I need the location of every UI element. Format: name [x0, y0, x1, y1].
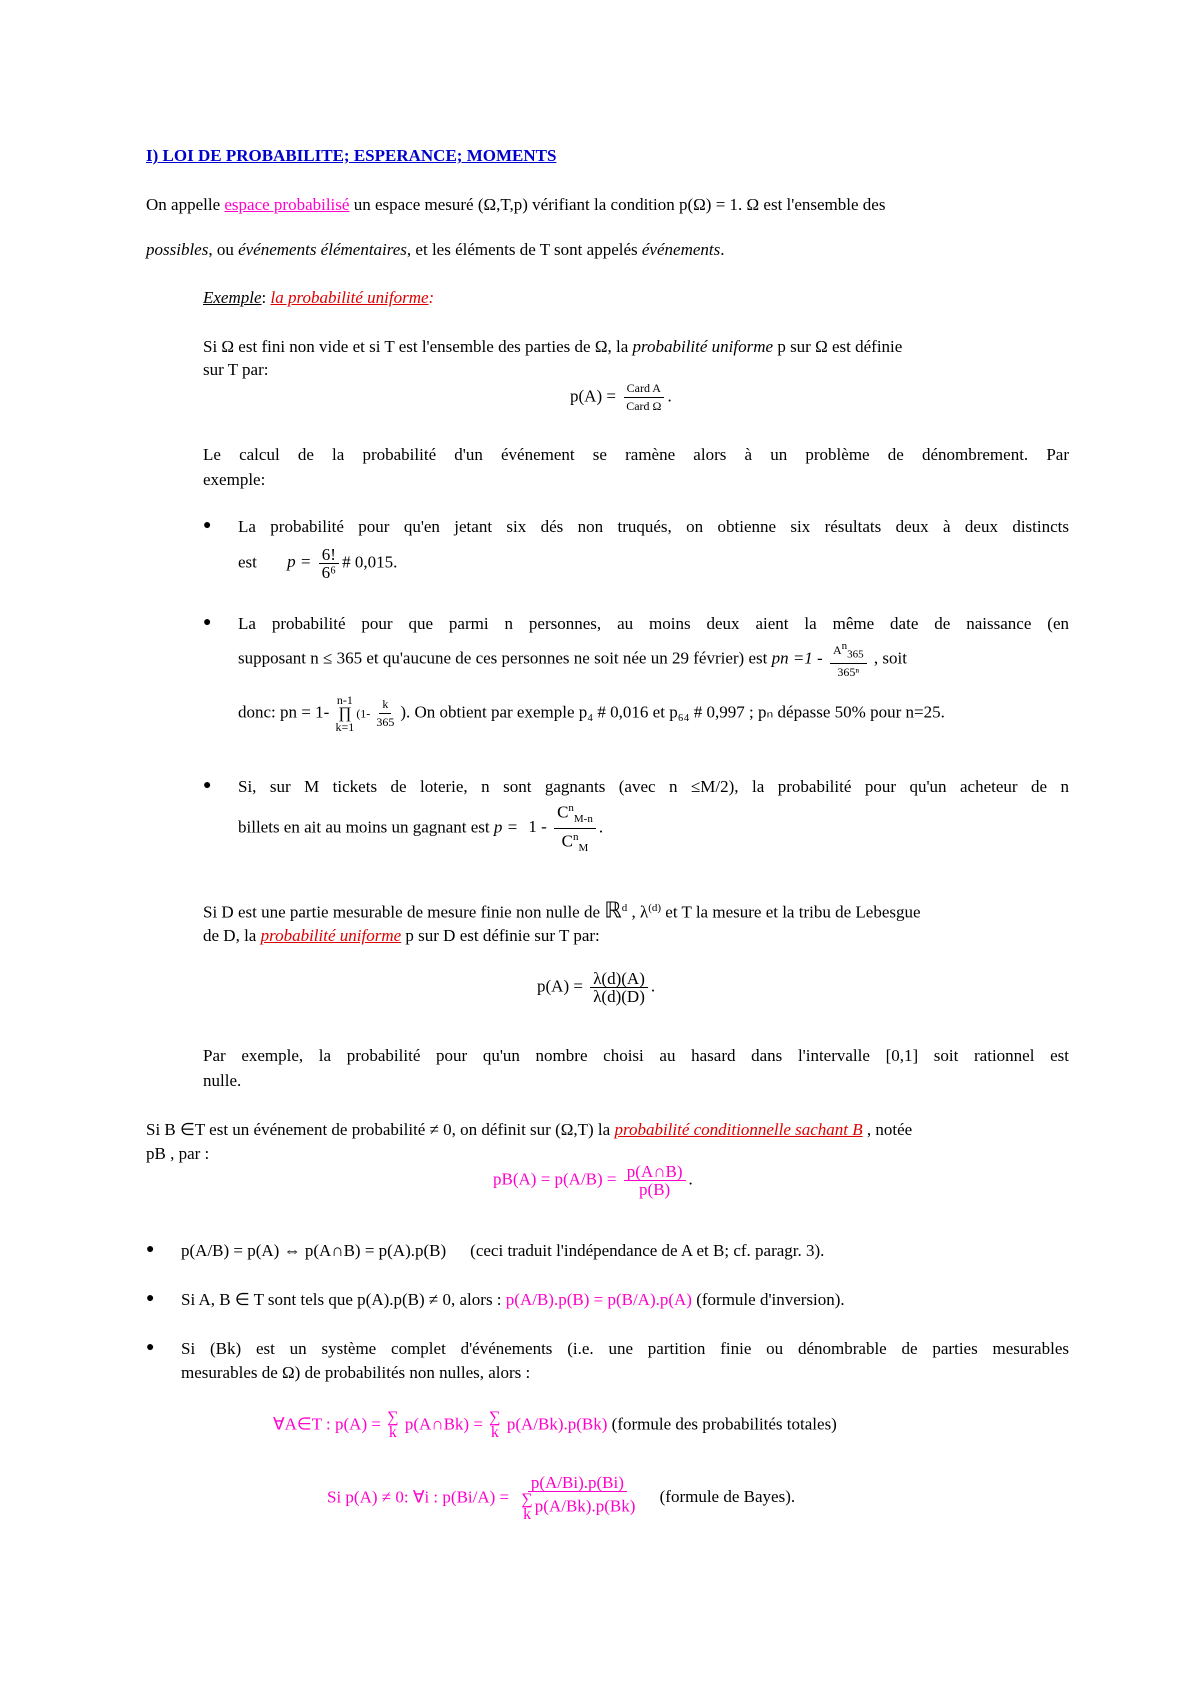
- formula-dot: .: [598, 817, 604, 837]
- arrangement-sub: 365: [847, 648, 864, 661]
- fraction-numerator: p(A∩B): [624, 1163, 686, 1181]
- k-fraction: [373, 696, 397, 731]
- fraction-denominator: 365: [376, 715, 395, 729]
- bullet1-est: est: [238, 552, 257, 572]
- bullet2-donc: donc: pn = 1-: [238, 702, 330, 722]
- lambda-sup: (d): [648, 902, 662, 914]
- fraction-denominator: 365ⁿ: [837, 665, 860, 680]
- bayes-den-text: p(A/Bk).p(Bk): [534, 1496, 636, 1516]
- bullet2-fraction: [830, 638, 867, 681]
- intro-text: , ou: [208, 240, 239, 259]
- bullet2-pn: pn =1 -: [771, 648, 823, 668]
- uniform-line-2: sur T par:: [203, 360, 269, 379]
- sum-symbol: ∑: [521, 1491, 533, 1508]
- formula-lhs: p(A) =: [570, 386, 616, 406]
- intro-line-2: [146, 240, 724, 260]
- product-top: n-1: [336, 693, 353, 707]
- intro-text: .: [720, 240, 725, 259]
- lebesgue-formula: [537, 970, 655, 1005]
- fraction-denominator: [516, 1492, 638, 1523]
- lebesgue-text: p sur D est définie sur T par:: [401, 926, 600, 945]
- product-bottom: k=1: [335, 720, 355, 734]
- lebesgue-text: de D, la: [203, 926, 261, 945]
- combination-c: C: [557, 802, 569, 822]
- bullet1-tail: # 0,015.: [342, 552, 398, 572]
- combination-sub: M-n: [573, 813, 593, 826]
- inversion-text: Si A, B ∈ T sont tels que p(A).p(B) ≠ 0, alors :: [181, 1290, 506, 1309]
- conditional-line-2: pB , par :: [146, 1144, 210, 1163]
- bullet1-p: p =: [287, 552, 312, 572]
- fraction-denominator: p(B): [639, 1180, 671, 1199]
- conditional-text: , notée: [862, 1120, 913, 1139]
- bullet-dot-icon: ●: [146, 1340, 155, 1355]
- independence-formula: p(A/B) = p(A) ⇔ p(A∩B) = p(A).p(B): [181, 1241, 447, 1260]
- intro-text: un espace mesuré (Ω,T,p) vérifiant la condition p(Ω) = 1. Ω est l'ensemble des: [349, 195, 886, 214]
- independence-note: (ceci traduit l'indépendance de A et B; cf. paragr. 3).: [470, 1241, 825, 1260]
- section-heading: I) LOI DE PROBABILITE; ESPERANCE; MOMENTS: [146, 146, 557, 165]
- uniform-fraction: [623, 380, 664, 415]
- fraction-numerator: [554, 800, 596, 829]
- total-note: (formule des probabilités totales): [607, 1414, 837, 1434]
- fraction-denominator: 6⁶: [321, 563, 337, 582]
- intro-text: On appelle: [146, 195, 225, 214]
- formula-dot: .: [688, 1169, 693, 1189]
- bullet3-line-2: [238, 800, 603, 857]
- product-operator: [336, 694, 355, 733]
- bullet3-p: p =: [493, 817, 519, 837]
- combination-sup: n: [572, 831, 579, 844]
- uniform-text: p sur Ω est définie: [773, 337, 903, 356]
- inversion-line: [181, 1290, 845, 1310]
- uniform-text: Si Ω est fini non vide et si T est l'ensemble des parties de Ω, la: [203, 337, 633, 356]
- bullet2-text: supposant n ≤ 365 et qu'aucune de ces personnes ne soit née un 29 février) est: [238, 648, 772, 668]
- lebesgue-text: Si D est une partie mesurable de mesure finie non nulle de: [203, 902, 605, 922]
- term-evenements: événements: [641, 240, 721, 259]
- bayes-fraction: [516, 1474, 638, 1523]
- inversion-note: (formule d'inversion).: [691, 1290, 845, 1309]
- sum-symbol: ∑: [387, 1409, 399, 1426]
- complete-system-line-2: mesurables de Ω) de probabilités non nulles, alors :: [181, 1363, 531, 1382]
- uniform-line-1: [203, 337, 902, 357]
- term-probabilite-uniforme: probabilité uniforme: [632, 337, 774, 356]
- fraction-denominator: [559, 829, 592, 857]
- bullet3-text: billets en ait au moins un gagnant est: [238, 817, 494, 837]
- sum-symbol: ∑: [489, 1409, 501, 1426]
- calcul-line-1: Le calcul de la probabilité d'un événement se ramène alors à un problème de dénombrement. Par: [203, 445, 1069, 464]
- bayes-note: (formule de Bayes).: [659, 1487, 796, 1507]
- bullet1-fraction: [319, 546, 339, 581]
- product-paren: (1-: [356, 706, 371, 721]
- intro-text: , et les éléments de T sont appelés: [406, 240, 642, 259]
- bullet3-fraction: [554, 800, 596, 857]
- term-espace-probabilise: espace probabilisé: [224, 195, 350, 214]
- exemple-colon: :: [261, 288, 271, 307]
- exemple-tail: :: [428, 288, 435, 307]
- lebesgue-text: et T la mesure et la tribu de Lebesgue: [661, 902, 921, 922]
- fraction-numerator: p(A/Bi).p(Bi): [528, 1474, 627, 1492]
- bullet1-line-1: La probabilité pour qu'en jetant six dés non truqués, on obtienne six résultats deux à deux distincts: [238, 517, 1069, 536]
- sum-index: k: [490, 1424, 499, 1441]
- sum-index: k: [523, 1506, 532, 1523]
- bullet3-line-1: Si, sur M tickets de loterie, n sont gagnants (avec n ≤M/2), la probabilité pour qu'un acheteur de n: [238, 777, 1069, 796]
- term-probabilite-uniforme-red: probabilité uniforme: [260, 926, 402, 945]
- formula-lhs: pB(A) = p(A/B) =: [493, 1169, 617, 1189]
- intro-line-1: [146, 195, 885, 215]
- conditional-formula: [493, 1163, 693, 1198]
- uniform-formula: [570, 380, 672, 415]
- sum-operator: [387, 1410, 398, 1441]
- fraction-numerator: Card A: [624, 380, 664, 398]
- arrangement-sup: n: [841, 640, 848, 652]
- combination-sub: M: [578, 842, 589, 855]
- conditional-line-1: [146, 1120, 912, 1140]
- combination-sup: n: [568, 802, 574, 814]
- bullet3-one: 1 -: [528, 817, 547, 837]
- exemple2-line-1: Par exemple, la probabilité pour qu'un nombre choisi au hasard dans l'intervalle [0,1] soit rationnel est: [203, 1046, 1069, 1065]
- formula-lhs: p(A) =: [537, 976, 583, 996]
- term-possibles: possibles: [146, 240, 209, 259]
- bullet2-text: , soit: [873, 648, 907, 668]
- fraction-numerator: λ(d)(A): [590, 970, 648, 988]
- calcul-line-2: exemple:: [203, 470, 266, 489]
- real-space-sup: d: [621, 902, 628, 914]
- product-symbol: ∏: [338, 705, 352, 722]
- exemple-title: la probabilité uniforme: [270, 288, 429, 307]
- independence-line: [181, 1241, 824, 1261]
- fraction-denominator: λ(d)(D): [593, 987, 645, 1006]
- bullet2-line-2: [238, 638, 907, 681]
- conditional-text: Si B ∈T est un événement de probabilité ≠ 0, on définit sur (Ω,T) la: [146, 1120, 615, 1139]
- fraction-denominator: Card Ω: [626, 399, 662, 413]
- exemple-label: Exemple: [203, 288, 262, 307]
- formula-dot: .: [650, 976, 656, 996]
- bullet2-line-1: La probabilité pour que parmi n personnes, au moins deux aient la même date de naissance (en: [238, 614, 1069, 633]
- formula-dot: .: [667, 386, 672, 406]
- fraction-numerator: k: [379, 696, 391, 714]
- exemple2-line-2: nulle.: [203, 1071, 242, 1090]
- term-evenements-elementaires: événements élémentaires: [238, 240, 407, 259]
- bullet2-line-3: [238, 694, 945, 733]
- bullet1-line-2: [238, 546, 397, 581]
- bullet-dot-icon: ●: [146, 1291, 155, 1306]
- bullet-dot-icon: ●: [203, 615, 212, 630]
- complete-system-line-1: Si (Bk) est un système complet d'événements (i.e. une partition finie ou dénombrable de parties mesurables: [181, 1339, 1069, 1358]
- fraction-numerator: 6!: [319, 546, 339, 564]
- conditional-fraction: [624, 1163, 686, 1198]
- bayes-lhs: Si p(A) ≠ 0: ∀i : p(Bi/A) =: [327, 1487, 510, 1507]
- term-probabilite-conditionnelle: probabilité conditionnelle sachant B: [614, 1120, 863, 1139]
- total-rhs: p(A/Bk).p(Bk): [502, 1414, 608, 1434]
- combination-c: C: [561, 831, 573, 851]
- bullet-dot-icon: ●: [146, 1242, 155, 1257]
- arrangement-a: A: [832, 643, 842, 657]
- lebesgue-line-2: [203, 926, 600, 946]
- exemple-heading: [203, 288, 434, 308]
- total-probability-formula: [273, 1410, 837, 1441]
- lebesgue-text: , λ: [627, 902, 649, 922]
- fraction-numerator: [830, 638, 867, 664]
- total-mid: p(A∩Bk) =: [400, 1414, 488, 1434]
- bullet2-text: ). On obtient par exemple p₄ # 0,016 et p₆₄ # 0,997 ; pₙ dépasse 50% pour n=25.: [400, 702, 945, 722]
- bayes-formula: [327, 1474, 795, 1523]
- sum-operator: [489, 1410, 500, 1441]
- real-space-symbol: ℝ: [604, 897, 622, 923]
- sum-index: k: [388, 1424, 397, 1441]
- total-lhs: ∀A∈T : p(A) =: [273, 1414, 386, 1434]
- bullet-dot-icon: ●: [203, 778, 212, 793]
- sum-operator: [521, 1492, 532, 1523]
- bullet-dot-icon: ●: [203, 518, 212, 533]
- lebesgue-fraction: [590, 970, 648, 1005]
- lebesgue-line-1: [203, 898, 921, 923]
- inversion-formula: p(A/B).p(B) = p(B/A).p(A): [505, 1290, 692, 1309]
